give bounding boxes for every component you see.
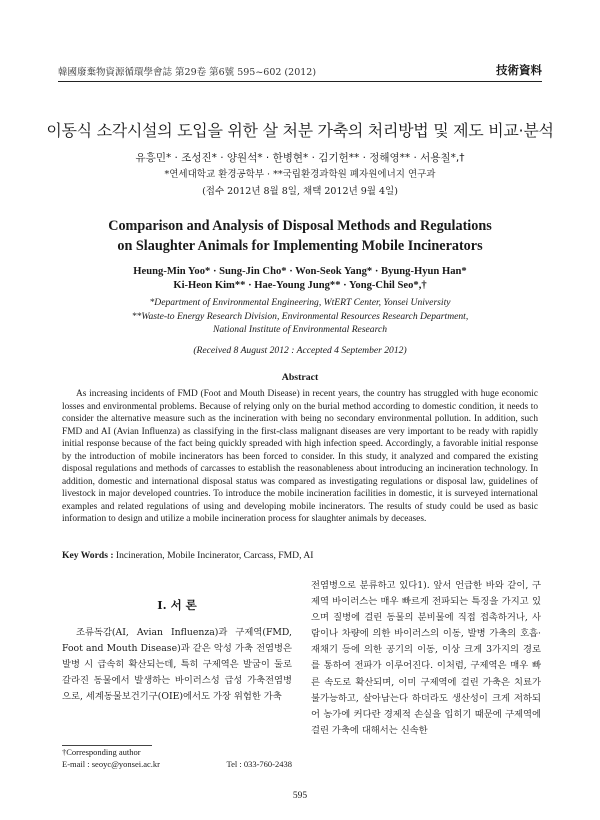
introduction-text-left: 조류독감(AI, Avian Influenza)과 구제역(FMD, Foot and Mouth Disease)과 같은 악성 가축 전염병은 발병 시 급속히 확산되는데, 특히 구제역은 발굽이 둘로 갈라진 동물에서 발생하는 바이러스성 급성 가축전염병으로, 세계동물보건기구(OIE)에서도 가장 위험한 가축 [62,627,292,703]
korean-authors: 유흥민* · 조성진* · 양원석* · 한병현* · 김기헌** · 정해영** · 서용칠*,† [135,152,465,164]
footnote-email: E-mail : seoyc@yonsei.ac.kr [62,758,160,769]
keywords-label: Key Words : [62,550,114,561]
english-authors-line-1: Heung-Min Yoo* · Sung-Jin Cho* · Won-Seok Yang* · Byung-Hyun Han* [133,266,467,277]
journal-header: 韓國廢棄物資源循環學會誌 第29卷 第6號 595~602 (2012) [58,67,317,78]
english-received: (Received 8 August 2012 : Accepted 4 September 2012) [193,345,407,356]
section-heading-introduction: I. 서 론 [157,598,197,612]
english-affiliation-line-3: National Institute of Environmental Research [212,324,388,335]
section-label: 技術資料 [496,63,542,77]
keywords-text: Incineration, Mobile Incinerator, Carcass, FMD, AI [113,550,314,561]
english-title [40,216,560,256]
abstract-text: As increasing incidents of FMD (Foot and Mouth Disease) in recent years, the country has struggled with huge economic losses and environmental problems. Because of relying only on the burial method according to domestic condition, it needs to consider the alternative measure such as the incineration with being no secondary environmental pollution. In addition, such FMD and AI (Avian Influenza) as classifying in the first-class malignant diseases are very important to be ready with rapidly initial response because of the fact being quickly spreaded with high infection speed. Accordingly, a favorable initial response by the introduction of mobile incinerators has been forced to consider. In this study, it analyzed and compared the existing disposal regulations and methods of carcasses to establish the reasonableness about introducing an incineration technology. In addition, domestic and international disposal status was compared as investigating regulations or disposal law, guidelines of livestock in major developed countries. To introduce the mobile incineration facilities in domestic, it is surveyed international examples and related regulations of using and developing mobile incinerators. The results of study could be used as basic information to design and utilize a mobile incineration process for slaughter animals by deceases. [62,389,538,525]
page-number: 595 [292,791,308,801]
footnote-tel: Tel : 033-760-2438 [226,758,292,769]
abstract-heading: Abstract [281,372,319,383]
footnote-corresponding: †Corresponding author [62,747,141,757]
korean-affiliation: *연세대학교 환경공학부 · **국립환경과학원 폐자원에너지 연구과 [164,169,436,180]
korean-received: (접수 2012년 8월 8일, 채택 2012년 9월 4일) [202,186,398,197]
english-authors [40,265,560,293]
english-title-line-2: on Slaughter Animals for Implementing Mobile Incinerators [117,238,483,254]
keywords [62,550,314,561]
english-title-line-1: Comparison and Analysis of Disposal Methods and Regulations [108,218,492,234]
footnote-rule [62,745,152,746]
english-affiliation-line-2: **Waste-to Energy Research Division, Environmental Resources Research Department, [131,310,469,322]
header-rule [58,81,542,82]
english-authors-line-2: Ki-Heon Kim** · Hae-Young Jung** · Yong-Chil Seo*,† [173,280,427,291]
korean-title: 이동식 소각시설의 도입을 위한 살 처분 가축의 처리방법 및 제도 비교·분석 [46,121,554,140]
introduction-text-right: 전염병으로 분류하고 있다1). 앞서 언급한 바와 같이, 구제역 바이러스는 매우 빠르게 전파되는 특징을 가지고 있으며 질병에 걸린 동물의 분비물에 직접 접촉하거나, 사람이나 차량에 의한 바이러스의 이동, 발병 가축의 호흡·재채기 등에 의한 공기의 이동, 이상 크게 3가지의 경로를 통하여 전파가 이루어진다. 이처럼, 구제역은 매우 빠른 속도로 확산되며, 이미 구제역에 걸린 가축은 치료가 불가능하고, 살아남는다 하더라도 생산성이 크게 저하되어 농가에 커다란 경제적 손실을 입히기 때문에 구제역에 걸린 가축에 대해서는 신속한 [311,580,541,736]
english-affiliation [40,296,560,337]
footnote [62,747,292,770]
english-affiliation-line-1: *Department of Environmental Engineering, WtERT Center, Yonsei University [149,297,451,308]
